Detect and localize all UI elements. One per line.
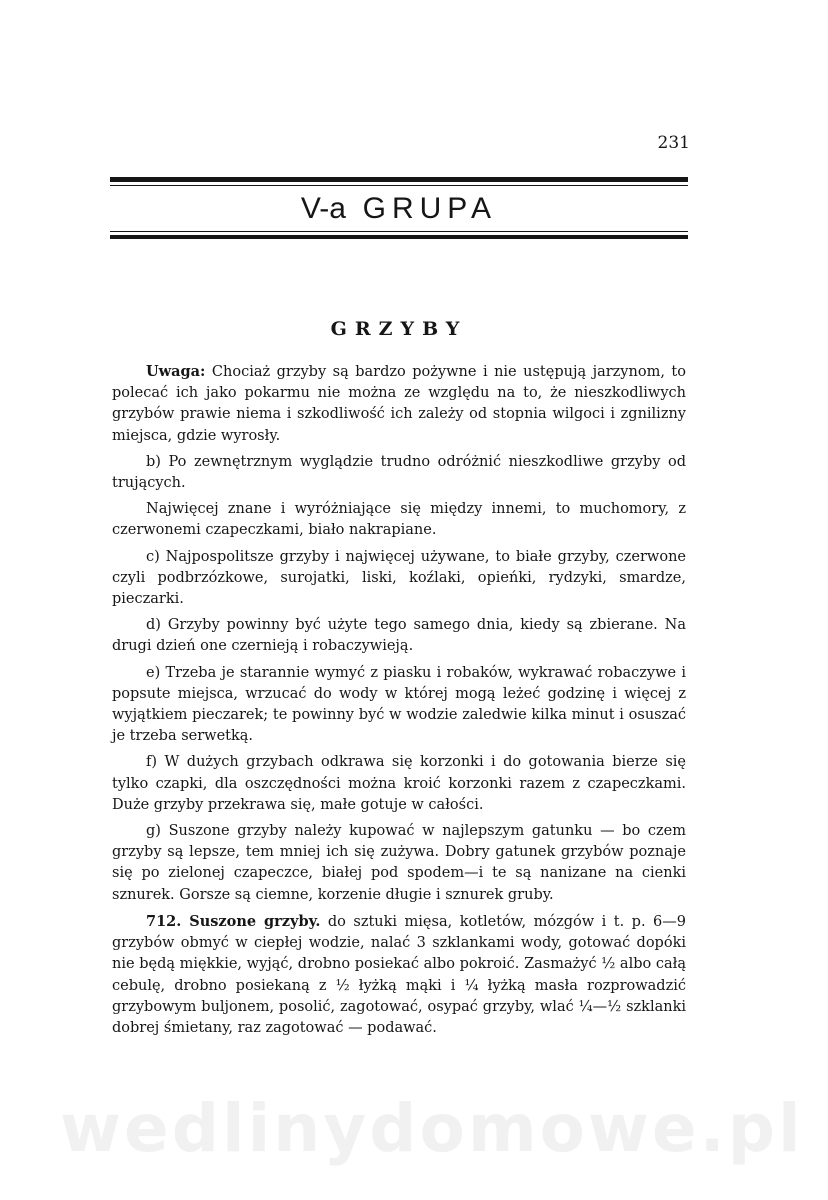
paragraph-d: d) Grzyby powinny być użyte tego samego dnia, kiedy są zbierane. Na drugi dzień one czernieją i robaczywieją. [112,617,686,655]
group-title-prefix: V-a [300,192,346,225]
notes-block [112,361,686,906]
page-number: 231 [657,133,690,153]
section-title: GRZYBY [330,318,468,340]
paragraph-f: f) W dużych grzybach odkrawa się korzonki i do gotowania bierze się tylko czapki, dla oszczędności można kroić korzonki razem z czapeczkami. Duże grzyby przekrawa się, małe gotuje w całości. [112,754,686,813]
group-title-name: GRUPA [362,192,498,225]
paragraph-e: e) Trzeba je starannie wymyć z piasku i robaków, wykrawać robaczywe i popsute miejsca, wrzucać do wody w której mogą leżeć godzinę i więcej z wyjątkiem pieczarek; te powinny być w wodzie zaledwie kilka minut i osuszać je trzeba serwetką. [112,664,686,745]
intro-text: Chociaż grzyby są bardzo pożywne i nie ustępują jarzynom, to polecać ich jako pokarmu nie można ze względu na to, że nieszkodliwych grzybów prawie niema i szkodliwość ich zależy od stopnia wilgoci i zgnilizny miejsca, gdzie wyrosły. [112,364,686,444]
intro-label: Uwaga: [146,363,206,380]
header-rule-thin [110,185,688,186]
paragraph-b: b) Po zewnętrznym wyglądzie trudno odróżnić nieszkodliwe grzyby od trujących. [112,453,686,492]
group-title [110,189,688,229]
paragraph-c: c) Najpospolitsze grzyby i najwięcej używane, to białe grzyby, czerwone czyli podbrzózkowe, surojatki, liski, koźlaki, opieńki, rydzyki, smardze, pieczarki. [112,548,686,608]
watermark: wedlinydomowe.pl [60,1090,804,1167]
intro-paragraph [112,361,686,447]
recipe-paragraph [112,911,686,1039]
header-rule-thick [110,177,688,182]
recipe-text: do sztuki mięsa, kotletów, mózgów i t. p. 6—9 grzybów obmyć w ciepłej wodzie, nalać 3 szklankami wody, gotować dopóki nie będą miękkie, wyjąć, drobno posiekać albo pokroić. Zasmażyć ½ albo całą cebulę, drobno posiekaną z ½ łyżką mąki i ¼ łyżką masła rozprowadzić grzybowym buljonem, posolić, zagotować, osypać grzyby, wlać ¼—½ szklanki dobrej śmietany, raz zagotować — podawać. [112,914,686,1037]
paragraph-g: g) Suszone grzyby należy kupować w najlepszym gatunku — bo czem grzyby są lepsze, tem mniej ich się zużywa. Dobry gatunek grzybów poznaje się po zielonej czapeczce, białej pod spodem—i te są nanizane na cienki sznurek. Gorsze są ciemne, korzenie długie i sznurek gruby. [112,823,686,903]
footer-rule-thin [110,231,688,232]
recipe-label: 712. Suszone grzyby. [146,913,321,930]
recipe-block [112,911,686,1039]
footer-rule-thick [110,235,688,239]
paragraph-muchomory: Najwięcej znane i wyróżniające się między innemi, to muchomory, z czerwonemi czapeczkami, biało nakrapiane. [112,501,686,539]
